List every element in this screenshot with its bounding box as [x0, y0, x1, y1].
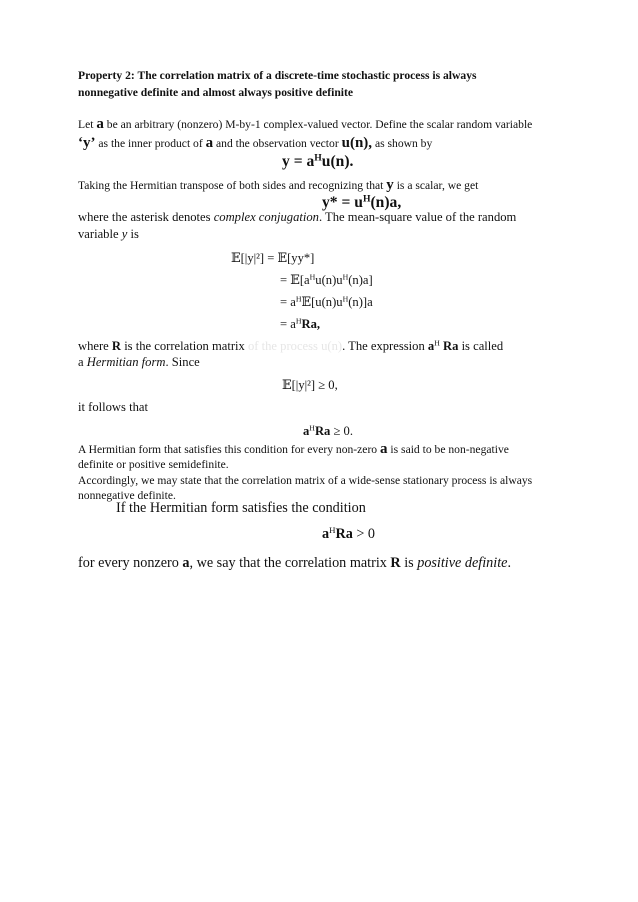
paragraph-line-3: Accordingly, we may state that the correlation matrix of a wide-sense stationary process is always — [78, 474, 533, 487]
mean-square-row-1: 𝔼[|y|²] = 𝔼[yy*] — [231, 251, 315, 265]
equation-y-star: $y* = u^H(n)a$, — [322, 193, 402, 211]
vector-a: a — [96, 116, 104, 132]
mean-square-row-2: = $𝔼[a^Hu(n)u^H(n)a]$ — [280, 272, 373, 287]
intro-line-1: Let a be an arbitrary (nonzero) M-by-1 complex-valued vector. Define the scalar random variable — [78, 116, 533, 132]
asterisk-line-2: variable y is — [78, 227, 139, 241]
mean-square-row-4: = $a^HRa$, — [280, 316, 321, 331]
paragraph-line-4: nonnegative definite. — [78, 489, 176, 502]
paragraph-line-1: A Hermitian form that satisfies this condition for every non-zero a is said to be non-negative — [78, 441, 509, 457]
inequality-hermitian-form: $a^HRa \ge 0$. — [303, 423, 354, 438]
property-title-line-2: nonnegative definite and almost always positive definite — [78, 86, 354, 99]
asterisk-line-1: where the asterisk denotes complex conjugation. The mean-square value of the random — [78, 210, 517, 224]
where-r-line-2: a Hermitian form. Since — [78, 355, 200, 369]
property-title-line-1: Property 2: The correlation matrix of a discrete-time stochastic process is always — [78, 69, 477, 82]
inequality-mean-square: 𝔼[|y|²] ≥ 0, — [282, 378, 338, 392]
positive-definite-line: for every nonzero a, we say that the correlation matrix R is positive definite. — [78, 555, 511, 571]
hermitian-transpose-line: Taking the Hermitian transpose of both sides and recognizing that y is a scalar, we get — [78, 177, 479, 193]
condition-text: If the Hermitian form satisfies the condition — [116, 500, 366, 516]
where-r-line-1: where R is the correlation matrix of the process u(n). The expression $a^H$ Ra is called — [78, 338, 504, 353]
paragraph-line-2: definite or positive semidefinite. — [78, 458, 229, 471]
equation-y: $y = a^Hu(n)$. — [282, 152, 354, 170]
condition-equation: $a^HRa > 0$ — [322, 525, 375, 542]
mean-square-row-3: = $a^H𝔼[u(n)u^H(n)]a$ — [280, 294, 373, 309]
follows-line: it follows that — [78, 400, 148, 414]
intro-line-2: ‘y’ as the inner product of a and the observation vector u(n), as shown by — [78, 135, 433, 151]
